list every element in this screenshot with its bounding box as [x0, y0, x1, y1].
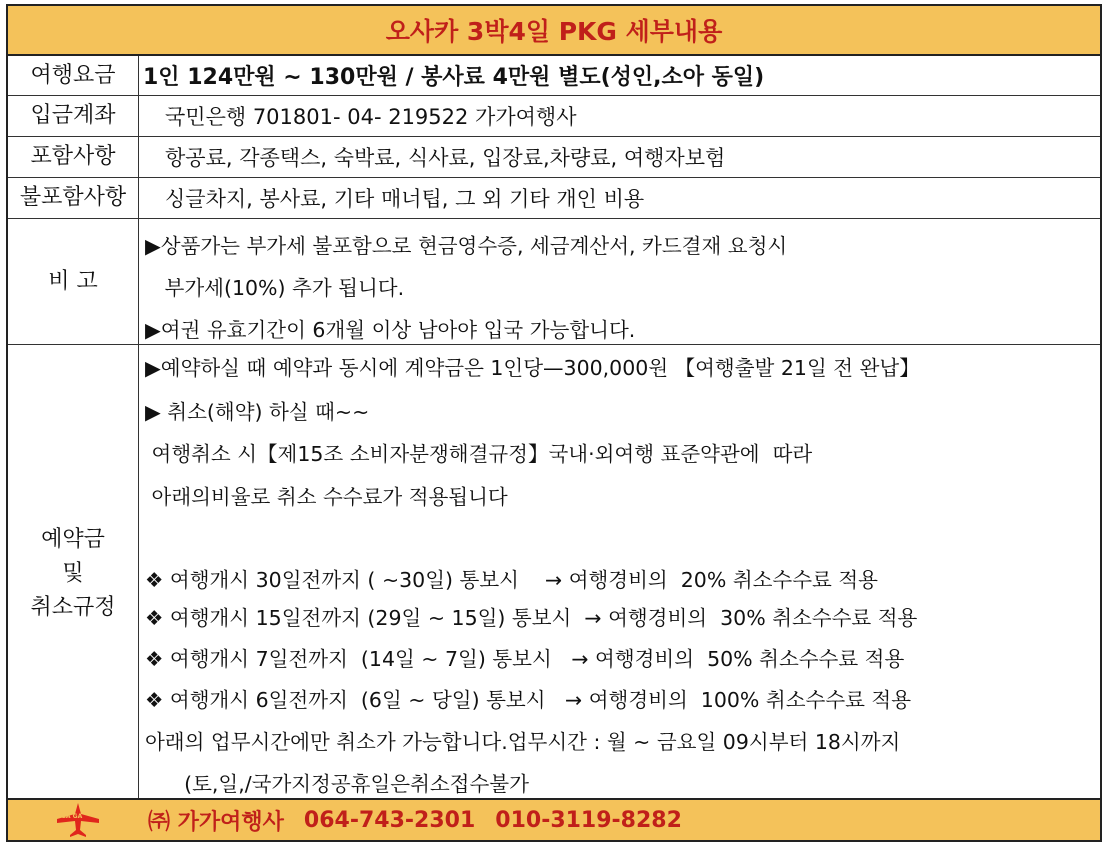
cancellation-fee-line: ❖ 여행개시 6일전까지 (6일 ~ 당일) 통보시 → 여행경비의 100% 취소수수료 적용: [145, 688, 912, 712]
logo-text: GA GA: [61, 813, 83, 820]
airplane-logo-icon: [56, 802, 100, 838]
remarks-line: ▶여권 유효기간이 6개월 이상 남아야 입국 가능합니다.: [145, 318, 636, 342]
included-label: 포함사항: [8, 137, 139, 177]
cancellation-fee-line: ❖ 여행개시 7일전까지 (14일 ~ 7일) 통보시 → 여행경비의 50% 취소수수료 적용: [145, 647, 905, 671]
account-row: [8, 96, 1100, 137]
cancellation-label: 예약금 및 취소규정: [8, 345, 139, 802]
price-label: 여행요금: [8, 56, 139, 95]
remarks-line: ▶상품가는 부가세 불포함으로 현금영수증, 세금계산서, 카드결재 요청시: [145, 234, 788, 258]
cancellation-row: [8, 345, 1100, 802]
remarks-row: [8, 219, 1100, 345]
price-row: [8, 56, 1100, 96]
phone-number-2: 010-3119-8282: [495, 807, 682, 833]
footer-bar: [8, 798, 1100, 840]
cancellation-fee-line: ❖ 여행개시 15일전까지 (29일 ~ 15일) 통보시 → 여행경비의 30% 취소수수료 적용: [145, 606, 918, 630]
cancellation-line: 아래의비율로 취소 수수료가 적용됩니다: [145, 485, 508, 509]
cancellation-line: 여행취소 시【제15조 소비자분쟁해결규정】국내·외여행 표준약관에 따라: [145, 442, 813, 466]
remarks-label: 비 고: [8, 219, 139, 344]
page-title: 오사카 3박4일 PKG 세부내용: [8, 6, 1100, 56]
cancellation-line: ▶예약하실 때 예약과 동시에 계약금은 1인당—300,000원 【여행출발 21일 전 완납】: [145, 356, 920, 380]
business-hours-line: 아래의 업무시간에만 취소가 가능합니다.업무시간 : 월 ~ 금요일 09시부터 18시까지: [145, 730, 901, 754]
excluded-value: 싱글차지, 봉사료, 기타 매너팁, 그 외 기타 개인 비용: [165, 187, 645, 211]
company-name: ㈜ 가가여행사: [148, 809, 284, 835]
company-contact: [148, 800, 702, 840]
included-row: [8, 137, 1100, 178]
business-hours-note: (토,일,/국가지정공휴일은취소접수불가: [145, 772, 529, 796]
account-value: 국민은행 701801- 04- 219522 가가여행사: [165, 105, 577, 129]
excluded-label: 불포함사항: [8, 178, 139, 218]
included-value: 항공료, 각종택스, 숙박료, 식사료, 입장료,차량료, 여행자보험: [165, 146, 726, 170]
remarks-line: 부가세(10%) 추가 됩니다.: [145, 276, 405, 300]
phone-number-1: 064-743-2301: [303, 807, 476, 833]
account-label: 입금계좌: [8, 96, 139, 136]
excluded-row: [8, 178, 1100, 219]
cancellation-fee-line: ❖ 여행개시 30일전까지 ( ~30일) 통보시 → 여행경비의 20% 취소수수료 적용: [145, 568, 878, 592]
price-value: 1인 124만원 ~ 130만원 / 봉사료 4만원 별도(성인,소아 동일): [143, 65, 765, 90]
pkg-details-table: [6, 4, 1102, 842]
cancellation-line: ▶ 취소(해약) 하실 때~~: [145, 400, 370, 424]
